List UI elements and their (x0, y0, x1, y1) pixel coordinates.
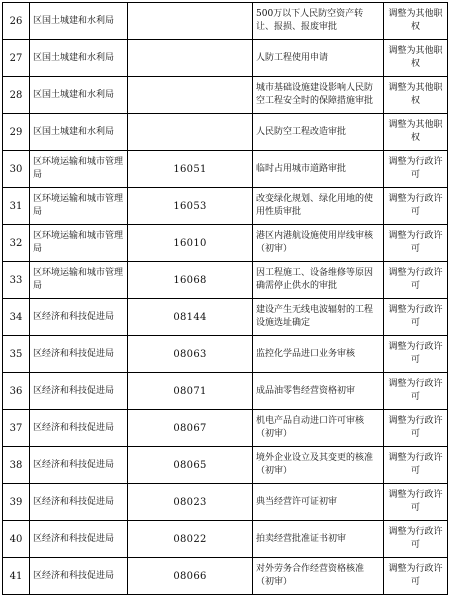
adjustment-cell: 调整为行政许可 (384, 521, 448, 558)
item-name-cell: 典当经营许可证初审 (253, 484, 384, 521)
item-name-cell: 机电产品自动进口许可审核（初审） (253, 410, 384, 447)
department-cell: 区经济和科技促进局 (30, 484, 128, 521)
adjustment-cell: 调整为行政许可 (384, 151, 448, 188)
row-number-cell: 30 (3, 151, 30, 188)
item-name-cell: 临时占用城市道路审批 (253, 151, 384, 188)
department-cell: 区经济和科技促进局 (30, 447, 128, 484)
table-row (3, 151, 448, 188)
item-name-cell: 监控化学品进口业务审核 (253, 336, 384, 373)
item-code-cell: 08071 (128, 373, 253, 410)
adjustment-cell: 调整为其他职权 (384, 114, 448, 151)
department-cell: 区环境运输和城市管理局 (30, 262, 128, 299)
row-number-cell: 27 (3, 40, 30, 77)
table-row (3, 447, 448, 484)
adjustment-cell: 调整为行政许可 (384, 188, 448, 225)
department-cell: 区经济和科技促进局 (30, 373, 128, 410)
row-number-cell: 37 (3, 410, 30, 447)
item-code-cell (128, 40, 253, 77)
table-row (3, 114, 448, 151)
row-number-cell: 33 (3, 262, 30, 299)
department-cell: 区经济和科技促进局 (30, 410, 128, 447)
item-code-cell: 08063 (128, 336, 253, 373)
table-row (3, 188, 448, 225)
item-name-cell: 境外企业设立及其变更的核准（初审） (253, 447, 384, 484)
item-code-cell: 16068 (128, 262, 253, 299)
item-code-cell: 16010 (128, 225, 253, 262)
department-cell: 区经济和科技促进局 (30, 299, 128, 336)
item-name-cell: 人民防空工程改造审批 (253, 114, 384, 151)
item-code-cell (128, 77, 253, 114)
department-cell: 区经济和科技促进局 (30, 336, 128, 373)
table-row (3, 373, 448, 410)
item-code-cell (128, 114, 253, 151)
row-number-cell: 40 (3, 521, 30, 558)
table-row (3, 225, 448, 262)
table-row (3, 336, 448, 373)
table-row (3, 484, 448, 521)
item-code-cell (128, 3, 253, 40)
item-name-cell: 建设产生无线电波辐射的工程设施选址确定 (253, 299, 384, 336)
table-body (3, 3, 448, 595)
row-number-cell: 35 (3, 336, 30, 373)
item-code-cell: 08067 (128, 410, 253, 447)
department-cell: 区经济和科技促进局 (30, 558, 128, 595)
item-code-cell: 08144 (128, 299, 253, 336)
row-number-cell: 38 (3, 447, 30, 484)
item-name-cell: 成品油零售经营资格初审 (253, 373, 384, 410)
department-cell: 区环境运输和城市管理局 (30, 225, 128, 262)
row-number-cell: 32 (3, 225, 30, 262)
item-name-cell: 港区内港航设施使用岸线审核（初审） (253, 225, 384, 262)
item-code-cell: 08023 (128, 484, 253, 521)
row-number-cell: 28 (3, 77, 30, 114)
table-row (3, 410, 448, 447)
adjustment-cell: 调整为其他职权 (384, 40, 448, 77)
row-number-cell: 26 (3, 3, 30, 40)
table-row (3, 77, 448, 114)
item-name-cell: 城市基础设施建设影响人民防空工程安全时的保障措施审批 (253, 77, 384, 114)
item-code-cell: 08022 (128, 521, 253, 558)
adjustment-cell: 调整为行政许可 (384, 336, 448, 373)
adjustment-cell: 调整为其他职权 (384, 3, 448, 40)
department-cell: 区环境运输和城市管理局 (30, 151, 128, 188)
adjustment-cell: 调整为其他职权 (384, 77, 448, 114)
row-number-cell: 36 (3, 373, 30, 410)
row-number-cell: 39 (3, 484, 30, 521)
table-row (3, 262, 448, 299)
adjustment-cell: 调整为行政许可 (384, 225, 448, 262)
adjustment-cell: 调整为行政许可 (384, 558, 448, 595)
item-name-cell: 对外劳务合作经营资格核准（初审） (253, 558, 384, 595)
item-name-cell: 改变绿化规划、绿化用地的使用性质审批 (253, 188, 384, 225)
power-adjustment-table (2, 2, 448, 595)
department-cell: 区国土城建和水利局 (30, 114, 128, 151)
row-number-cell: 41 (3, 558, 30, 595)
adjustment-cell: 调整为行政许可 (384, 410, 448, 447)
department-cell: 区国土城建和水利局 (30, 77, 128, 114)
adjustment-cell: 调整为行政许可 (384, 299, 448, 336)
item-name-cell: 因工程施工、设备维修等原因确需停止供水的审批 (253, 262, 384, 299)
department-cell: 区经济和科技促进局 (30, 521, 128, 558)
item-name-cell: 拍卖经营批准证书初审 (253, 521, 384, 558)
department-cell: 区国土城建和水利局 (30, 40, 128, 77)
row-number-cell: 29 (3, 114, 30, 151)
table-row (3, 521, 448, 558)
item-code-cell: 08066 (128, 558, 253, 595)
adjustment-cell: 调整为行政许可 (384, 484, 448, 521)
adjustment-cell: 调整为行政许可 (384, 373, 448, 410)
item-name-cell: 500万以下人民防空资产转让、报损、报废审批 (253, 3, 384, 40)
item-code-cell: 16051 (128, 151, 253, 188)
department-cell: 区环境运输和城市管理局 (30, 188, 128, 225)
row-number-cell: 31 (3, 188, 30, 225)
table-row (3, 299, 448, 336)
table-row (3, 40, 448, 77)
item-code-cell: 16053 (128, 188, 253, 225)
table-row (3, 558, 448, 595)
adjustment-cell: 调整为行政许可 (384, 262, 448, 299)
item-code-cell: 08065 (128, 447, 253, 484)
adjustment-cell: 调整为行政许可 (384, 447, 448, 484)
department-cell: 区国土城建和水利局 (30, 3, 128, 40)
row-number-cell: 34 (3, 299, 30, 336)
item-name-cell: 人防工程使用申请 (253, 40, 384, 77)
table-row (3, 3, 448, 40)
